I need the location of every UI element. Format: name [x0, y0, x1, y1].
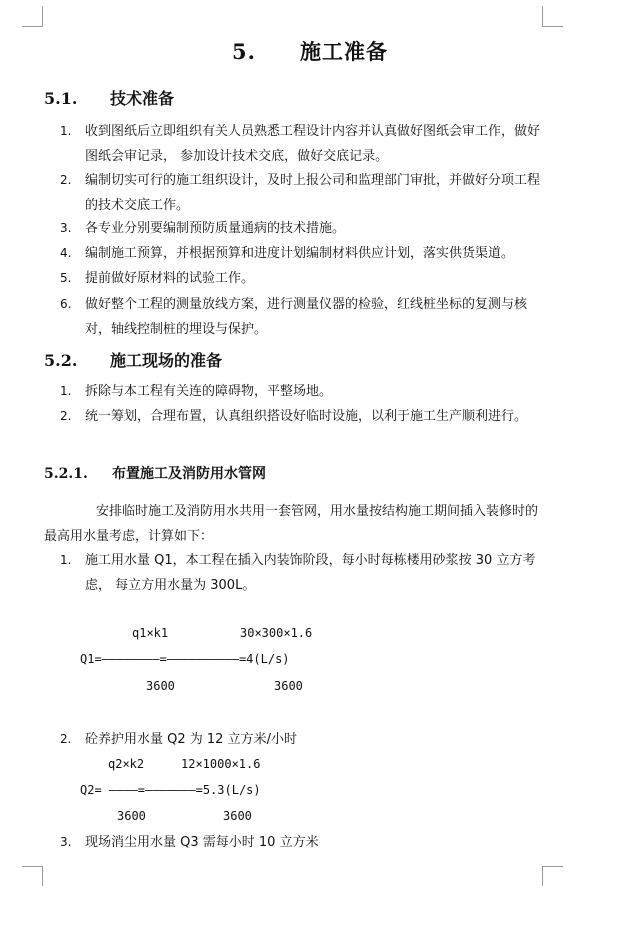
list-text: 现场消尘用水量 Q3 需每小时 10 立方米 [85, 835, 319, 850]
subsection-number: 5.2.1. [44, 466, 88, 482]
list-number: 1. [60, 124, 72, 138]
list-number: 1. [60, 553, 72, 567]
list-item [60, 292, 548, 342]
list-item [60, 830, 548, 855]
section-heading-5-1 [44, 86, 174, 109]
list-item [60, 548, 548, 598]
section-heading-5-2 [44, 348, 222, 371]
intro-paragraph: 安排临时施工及消防用水共用一套管网，用水量按结构施工期间插入装修时的最高用水量考虑，计算如下： [44, 504, 539, 544]
list-number: 4. [60, 246, 72, 260]
list-item [60, 241, 548, 266]
list-text: 编制切实可行的施工组织设计，及时上报公司和监理部门审批，并做好分项工程的技术交底工作。 [85, 173, 541, 213]
chapter-heading [0, 36, 620, 66]
crop-mark-bottom-right [542, 866, 543, 886]
list-text: 提前做好原材料的试验工作。 [85, 271, 255, 286]
list-item [60, 168, 548, 218]
list-number: 5. [60, 271, 72, 285]
list-number: 2. [60, 409, 72, 423]
list-number: 2. [60, 732, 72, 746]
formula-2-numerator-values: 12×1000×1.6 [181, 757, 261, 771]
list-text: 砼养护用水量 Q2 为 12 立方米/小时 [85, 732, 297, 747]
formula-1-denominator-symbolic: 3600 [146, 679, 175, 693]
list-text: 编制施工预算，并根据预算和进度计划编制材料供应计划，落实供货渠道。 [85, 246, 515, 261]
list-text: 施工用水量 Q1，本工程在插入内装饰阶段，每小时每栋楼用砂浆按 30 立方考虑， 每立方用水量为 300L。 [85, 553, 536, 593]
section-number: 5.2. [44, 351, 78, 370]
crop-mark-top-right [542, 26, 563, 27]
section-number: 5.1. [44, 89, 78, 108]
chapter-title: 施工准备 [299, 39, 388, 64]
formula-1-numerator-symbolic: q1×k1 [132, 626, 169, 640]
list-text: 做好整个工程的测量放线方案，进行测量仪器的检验，红线桩坐标的复测与核对，轴线控制桩的埋设与保护。 [85, 297, 528, 337]
crop-mark-top-right [542, 6, 543, 26]
section-title: 施工现场的准备 [110, 351, 223, 370]
list-text: 收到图纸后立即组织有关人员熟悉工程设计内容并认真做好图纸会审工作，做好图纸会审记录， 参加设计技术交底，做好交底记录。 [85, 124, 541, 164]
list-item [60, 727, 548, 752]
formula-1-denominator-values: 3600 [274, 679, 303, 693]
list-item [60, 404, 548, 429]
formula-2-numerator-symbolic: q2×k2 [108, 757, 145, 771]
crop-mark-top-left [42, 6, 43, 26]
list-text: 拆除与本工程有关连的障碍物，平整场地。 [85, 384, 333, 399]
crop-mark-top-left [22, 26, 43, 27]
list-number: 3. [60, 221, 72, 235]
formula-2-line: Q2= ————=———————=5.3(L/s) [80, 783, 261, 797]
crop-mark-bottom-right [542, 866, 563, 867]
section-title: 技术准备 [110, 89, 175, 108]
crop-mark-bottom-left [42, 866, 43, 886]
formula-1-numerator-values: 30×300×1.6 [240, 626, 313, 640]
chapter-number: 5. [232, 39, 256, 64]
list-item [60, 216, 548, 241]
formula-2-denominator-values: 3600 [223, 809, 252, 823]
subsection-heading-5-2-1 [44, 463, 266, 483]
list-number: 1. [60, 384, 72, 398]
formula-2-denominator-symbolic: 3600 [117, 809, 146, 823]
list-item [60, 266, 548, 291]
subsection-title: 布置施工及消防用水管网 [112, 466, 266, 482]
formula-1-line: Q1=————————=——————————=4(L/s) [80, 652, 290, 666]
list-text: 统一筹划，合理布置，认真组织搭设好临时设施，以利于施工生产顺利进行。 [85, 409, 528, 424]
crop-mark-bottom-left [22, 866, 43, 867]
list-text: 各专业分别要编制预防质量通病的技术措施。 [85, 221, 346, 236]
list-number: 6. [60, 297, 72, 311]
list-number: 2. [60, 173, 72, 187]
list-number: 3. [60, 835, 72, 849]
list-item [60, 119, 548, 169]
list-item [60, 379, 548, 404]
